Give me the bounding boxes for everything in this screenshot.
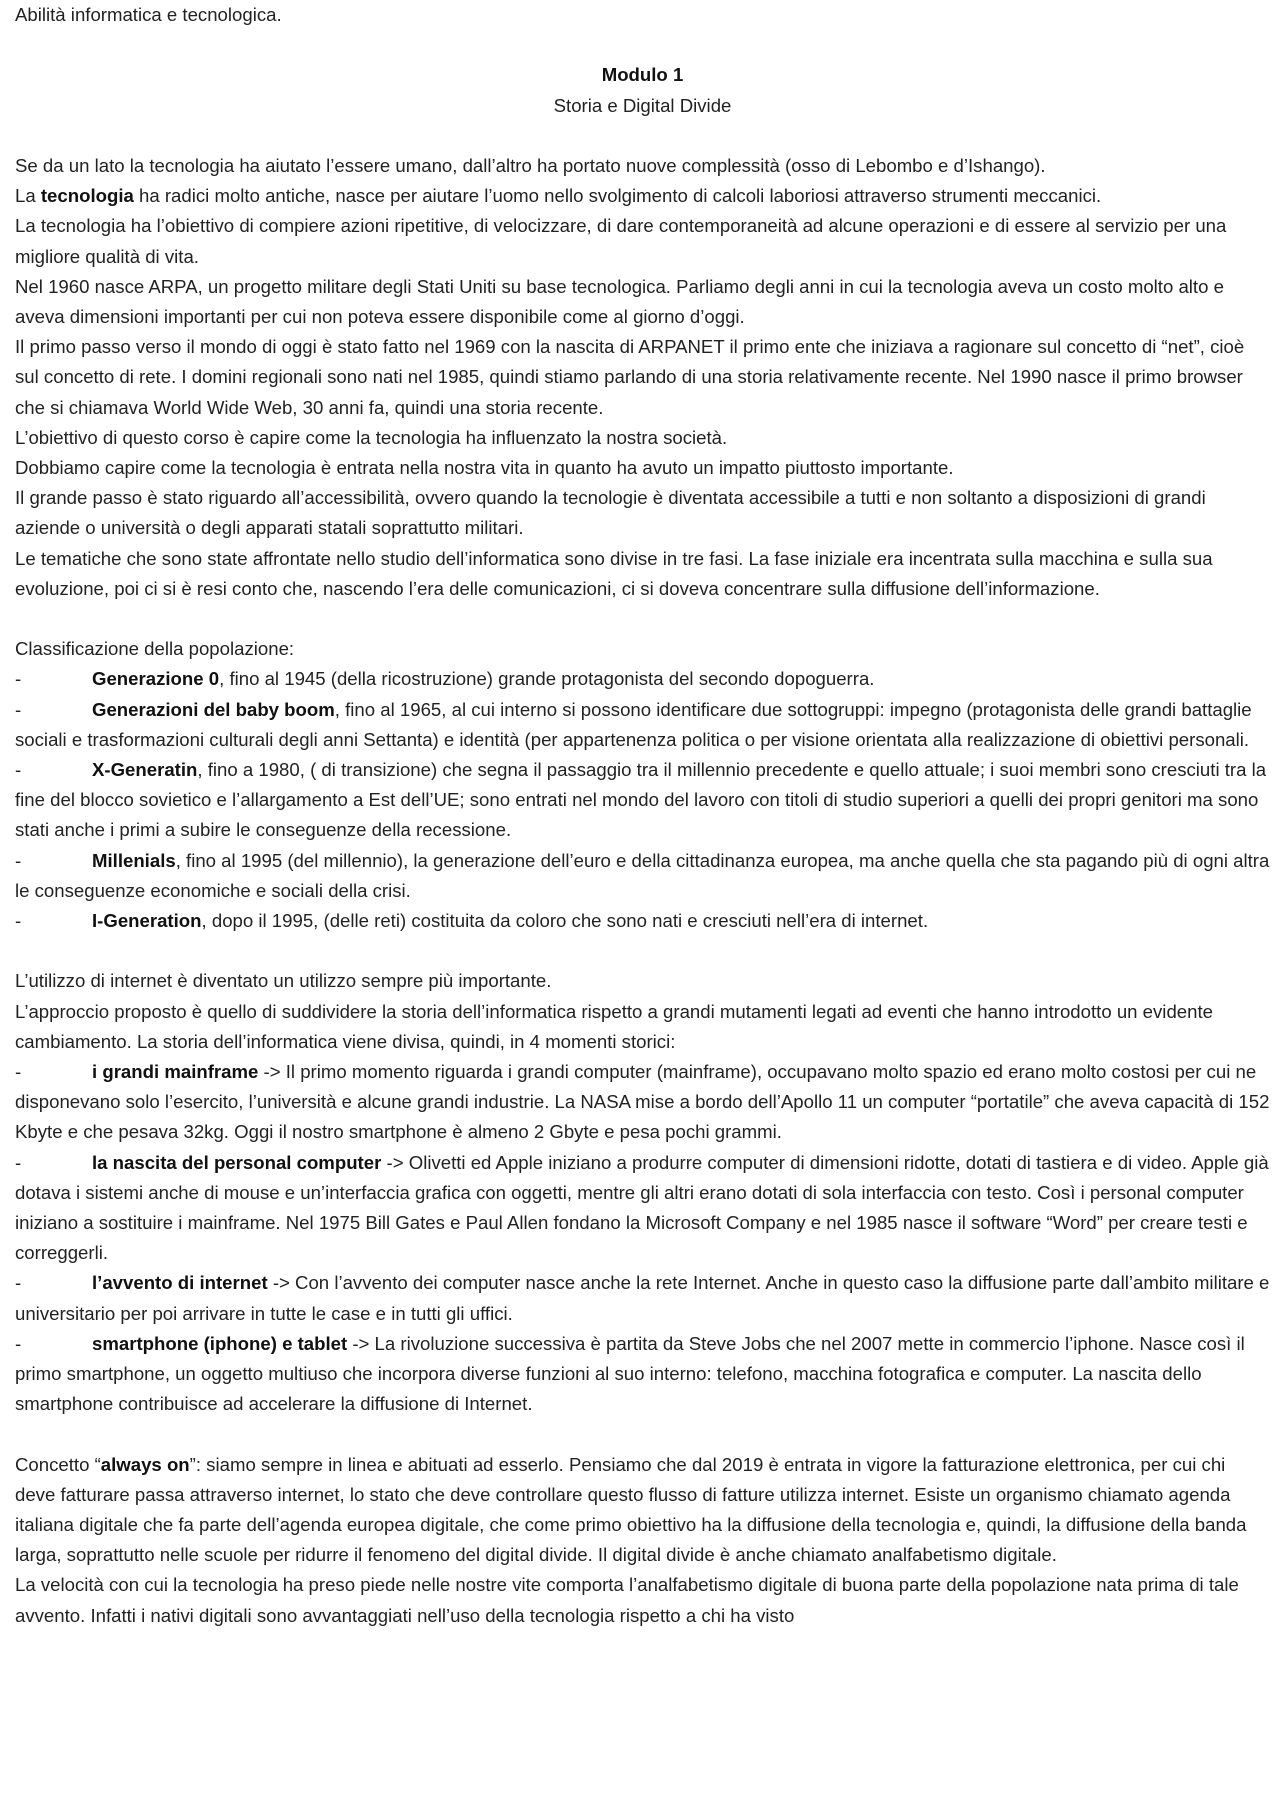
text-run: , fino al 1965, al cui interno si possono identificare due sottogruppi: impegno (protagonista delle grandi battaglie sociali e trasformazioni culturali degli anni Settanta) e identità (per appartenenza politica o per visione orientata alla realizzazione di obiettivi personali. xyxy=(15,698,1252,750)
text-run: ”: siamo sempre in linea e abituati ad esserlo. Pensiamo che dal 2019 è entrata in vigore la fatturazione elettronica, per cui chi deve fatturare passa attraverso internet, lo stato che deve controllare questo flusso di fatture utilizza internet. Esiste un organismo chiamato agenda italiana digitale che fa parte dell’agenda europea digitale, che come primo obiettivo ha la diffusione della tecnologia e, quindi, la diffusione della banda larga, soprattutto nelle scuole per ridurre il fenomeno del digital divide. Il digital divide è anche chiamato analfabetismo digitale. xyxy=(15,1453,1247,1566)
paragraph: Il primo passo verso il mondo di oggi è stato fatto nel 1969 con la nascita di ARPANET il primo ente che iniziava a ragionare sul concetto di “net”, cioè sul concetto di rete. I domini regionali sono nati nel 1985, quindi stiamo parlando di una storia relativamente recente. Nel 1990 nasce il primo browser che si chiamava World Wide Web, 30 anni fa, quindi una storia recente. xyxy=(15,336,1245,418)
bold-term: always on xyxy=(100,1453,190,1475)
dash-bullet: - xyxy=(15,1272,22,1294)
bold-term: l’avvento di internet xyxy=(92,1272,268,1294)
text-run: -> La rivoluzione successiva è partita da Steve Jobs che nel 2007 mette in commercio l’iphone. Nasce così il primo smartphone, un oggetto multiuso che incorpora diverse funzioni al suo interno: telefono, macchina fotografica e computer. La nascita dello smartphone contribuisce ad accelerare la diffusione di Internet. xyxy=(15,1332,1245,1415)
spacer xyxy=(15,936,1270,966)
text-run: -> Olivetti ed Apple iniziano a produrre computer di dimensioni ridotte, dotati di tastiera e di video. Apple già dotava i sistemi anche di mouse e un’interfaccia grafica con oggetti, mentre gli altri erano dotati di sola interfaccia con testo. Così i personal computer iniziano a sostituire i mainframe. Nel 1975 Bill Gates e Paul Allen fondano la Microsoft Company e nel 1985 nasce il software “Word” per creare testi e correggerli. xyxy=(15,1151,1269,1264)
paragraph: Dobbiamo capire come la tecnologia è entrata nella nostra vita in quanto ha avuto un impatto piuttosto importante. xyxy=(15,457,954,479)
dash-bullet: - xyxy=(15,849,22,871)
module-subtitle: Storia e Digital Divide xyxy=(553,94,732,116)
document-page xyxy=(15,0,1270,1631)
dash-bullet: - xyxy=(15,1332,22,1354)
text-run: -> Con l’avvento dei computer nasce anche la rete Internet. Anche in questo caso la diffusione parte dall’ambito militare e universitario per poi arrivare in tutte le case e in tutti gli uffici. xyxy=(15,1272,1270,1324)
bold-term: I-Generation xyxy=(92,910,202,932)
text-run: ha radici molto antiche, nasce per aiutare l’uomo nello svolgimento di calcoli laboriosi attraverso strumenti meccanici. xyxy=(133,185,1102,207)
spacer xyxy=(15,30,1270,60)
spacer xyxy=(15,604,1270,634)
bold-term: Generazione 0 xyxy=(92,668,220,690)
dash-bullet: - xyxy=(15,698,22,720)
text-run: , dopo il 1995, (delle reti) costituita da coloro che sono nati e cresciuti nell’era di internet. xyxy=(201,910,929,932)
list-item xyxy=(15,755,1270,846)
bold-term: X-Generatin xyxy=(92,759,198,781)
dash-bullet: - xyxy=(15,759,22,781)
paragraph: L’utilizzo di internet è diventato un utilizzo sempre più importante. xyxy=(15,970,552,992)
bold-term: la nascita del personal computer xyxy=(92,1151,382,1173)
list-item xyxy=(15,1057,1270,1148)
dash-bullet: - xyxy=(15,1061,22,1083)
text-run: , fino al 1945 (della ricostruzione) grande protagonista del secondo dopoguerra. xyxy=(219,668,875,690)
bold-term: tecnologia xyxy=(40,185,134,207)
bold-term: smartphone (iphone) e tablet xyxy=(92,1332,348,1354)
paragraph: Nel 1960 nasce ARPA, un progetto militare degli Stati Uniti su base tecnologica. Parliamo degli anni in cui la tecnologia aveva un costo molto alto e aveva dimensioni importanti per cui non poteva essere disponibile come al giorno d’oggi. xyxy=(15,275,1224,327)
paragraph: Il grande passo è stato riguardo all’accessibilità, ovvero quando la tecnologie è diventata accessibile a tutti e non soltanto a disposizioni di grandi aziende o università o degli apparati statali soprattutto militari. xyxy=(15,487,1206,539)
paragraph: Le tematiche che sono state affrontate nello studio dell’informatica sono divise in tre fasi. La fase iniziale era incentrata sulla macchina e sulla sua evoluzione, poi ci si è resi conto che, nascendo l’era delle comunicazioni, ci si doveva concentrare sulla diffusione dell’informazione. xyxy=(15,547,1213,599)
text-run: -> Il primo momento riguarda i grandi computer (mainframe), occupavano molto spazio ed erano molto costosi per cui ne disponevano solo l’esercito, l’università e alcune grandi industrie. La NASA mise a bordo dell’Apollo 11 un computer “portatile” che aveva capacità di 152 Kbyte e che pesava 32kg. Oggi il nostro smartphone è almeno 2 Gbyte e pesa pochi grammi. xyxy=(15,1061,1270,1143)
list-item xyxy=(15,695,1270,755)
text-run: , fino al 1995 (del millennio), la generazione dell’euro e della cittadinanza europea, ma anche quella che sta pagando più di ogni altra le conseguenze economiche e sociali della crisi. xyxy=(15,849,1270,901)
text-run: Concetto “ xyxy=(15,1453,101,1475)
paragraph: L’approccio proposto è quello di suddividere la storia dell’informatica rispetto a grandi mutamenti legati ad eventi che hanno introdotto un evidente cambiamento. La storia dell’informatica viene divisa, quindi, in 4 momenti storici: xyxy=(15,1000,1213,1052)
paragraph: L’obiettivo di questo corso è capire come la tecnologia ha influenzato la nostra società. xyxy=(15,426,728,448)
dash-bullet: - xyxy=(15,910,22,932)
text-run: , fino a 1980, ( di transizione) che segna il passaggio tra il millennio precedente e quello attuale; i suoi membri sono cresciuti tra la fine del blocco sovietico e l’allargamento a Est dell’UE; sono entrati nel mondo del lavoro con titoli di studio superiori a quelli dei propri genitori ma sono stati anche i primi a subire le conseguenze della recessione. xyxy=(15,759,1267,841)
paragraph: Se da un lato la tecnologia ha aiutato l’essere umano, dall’altro ha portato nuove complessità (osso di Lebombo e d’Ishango). xyxy=(15,154,1046,176)
list-item xyxy=(15,1148,1270,1269)
section-heading: Classificazione della popolazione: xyxy=(15,638,295,660)
list-item xyxy=(15,846,1270,906)
bold-term: Generazioni del baby boom xyxy=(92,698,335,720)
spacer xyxy=(15,1419,1270,1449)
module-title: Modulo 1 xyxy=(601,64,684,86)
spacer xyxy=(15,121,1270,151)
subject-line: Abilità informatica e tecnologica. xyxy=(15,4,282,25)
list-item xyxy=(15,664,1270,694)
paragraph: La tecnologia ha l’obiettivo di compiere azioni ripetitive, di velocizzare, di dare contemporaneità ad alcune operazioni e di essere al servizio per una migliore qualità di vita. xyxy=(15,215,1227,267)
bold-term: Millenials xyxy=(92,849,176,871)
list-item xyxy=(15,1268,1270,1328)
list-item xyxy=(15,906,1270,936)
bold-term: i grandi mainframe xyxy=(92,1061,259,1083)
dash-bullet: - xyxy=(15,1151,22,1173)
list-item xyxy=(15,1329,1270,1420)
dash-bullet: - xyxy=(15,668,22,690)
paragraph xyxy=(15,181,1270,211)
paragraph: La velocità con cui la tecnologia ha preso piede nelle nostre vite comporta l’analfabetismo digitale di buona parte della popolazione nata prima di tale avvento. Infatti i nativi digitali sono avvantaggiati nell’uso della tecnologia rispetto a chi ha visto xyxy=(15,1574,1239,1626)
paragraph xyxy=(15,1450,1270,1571)
text-run: La xyxy=(15,185,41,207)
